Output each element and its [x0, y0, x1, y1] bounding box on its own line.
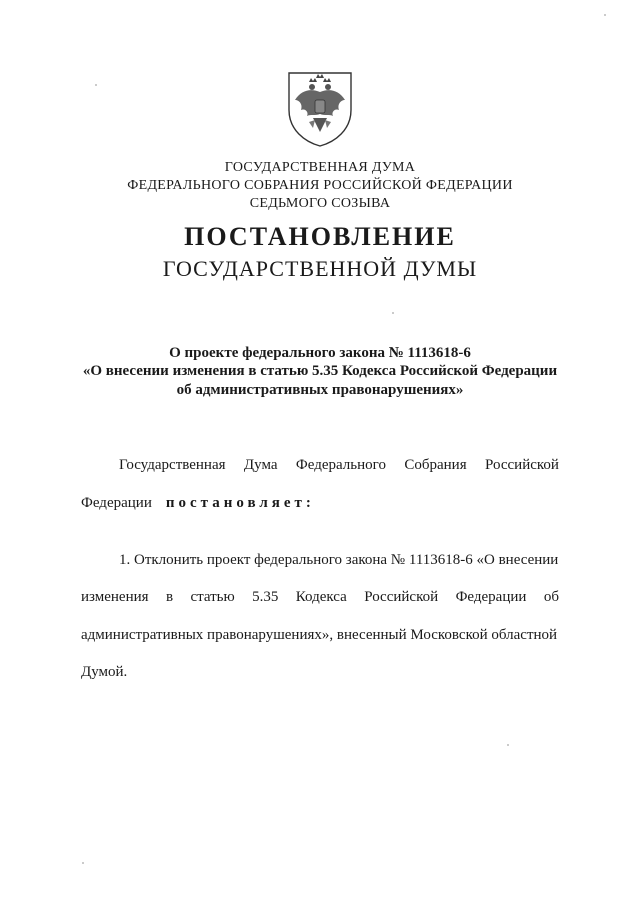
scan-speck — [507, 744, 509, 746]
clause-1-line-3: административных правонарушениях», внесенный Московской областной — [81, 627, 558, 643]
preamble-federation: Федерации — [81, 495, 152, 511]
preamble-line-2 — [81, 495, 559, 512]
subject-line-3: об административных правонарушениях» — [176, 382, 464, 398]
clause-word: Российской — [364, 589, 439, 605]
subject-line-1: О проекте федерального закона № 1113618-6 — [169, 345, 471, 361]
document-subtitle: ГОСУДАРСТВЕННОЙ ДУМЫ — [162, 256, 478, 281]
document-title: ПОСТАНОВЛЕНИЕ — [184, 222, 456, 251]
scan-speck — [392, 312, 394, 314]
preamble-word: Федерального — [295, 457, 386, 473]
preamble-word: Собрания — [404, 457, 467, 473]
clause-1-line-4: Думой. — [81, 664, 128, 680]
header-federal-assembly: ФЕДЕРАЛЬНОГО СОБРАНИЯ РОССИЙСКОЙ ФЕДЕРАЦИИ — [127, 178, 513, 193]
clause-word: Федерации — [455, 589, 527, 605]
clause-word: 5.35 — [252, 589, 279, 605]
preamble-word: Дума — [243, 457, 278, 473]
clause-word: статью — [190, 589, 235, 605]
preamble-line-1 — [119, 457, 559, 474]
clause-word: об — [543, 589, 559, 605]
clause-1-line-1: 1. Отклонить проект федерального закона № 1113618-6 «О внесении — [119, 552, 559, 568]
clause-word: изменения — [81, 589, 149, 605]
subject-line-2: «О внесении изменения в статью 5.35 Кодекса Российской Федерации — [82, 363, 558, 379]
preamble-word: Государственная — [119, 457, 226, 473]
scan-speck — [604, 14, 606, 16]
scan-speck — [95, 84, 97, 86]
clause-1-line-2 — [81, 589, 559, 606]
clause-word: Кодекса — [295, 589, 347, 605]
header-convocation: СЕДЬМОГО СОЗЫВА — [249, 196, 391, 211]
preamble-verb: постановляет: — [165, 495, 315, 511]
scan-speck — [82, 862, 84, 864]
preamble-word: Российской — [485, 457, 559, 473]
header-duma: ГОСУДАРСТВЕННАЯ ДУМА — [224, 160, 416, 175]
double-headed-eagle-emblem-icon — [285, 70, 355, 148]
clause-word: в — [165, 589, 174, 605]
